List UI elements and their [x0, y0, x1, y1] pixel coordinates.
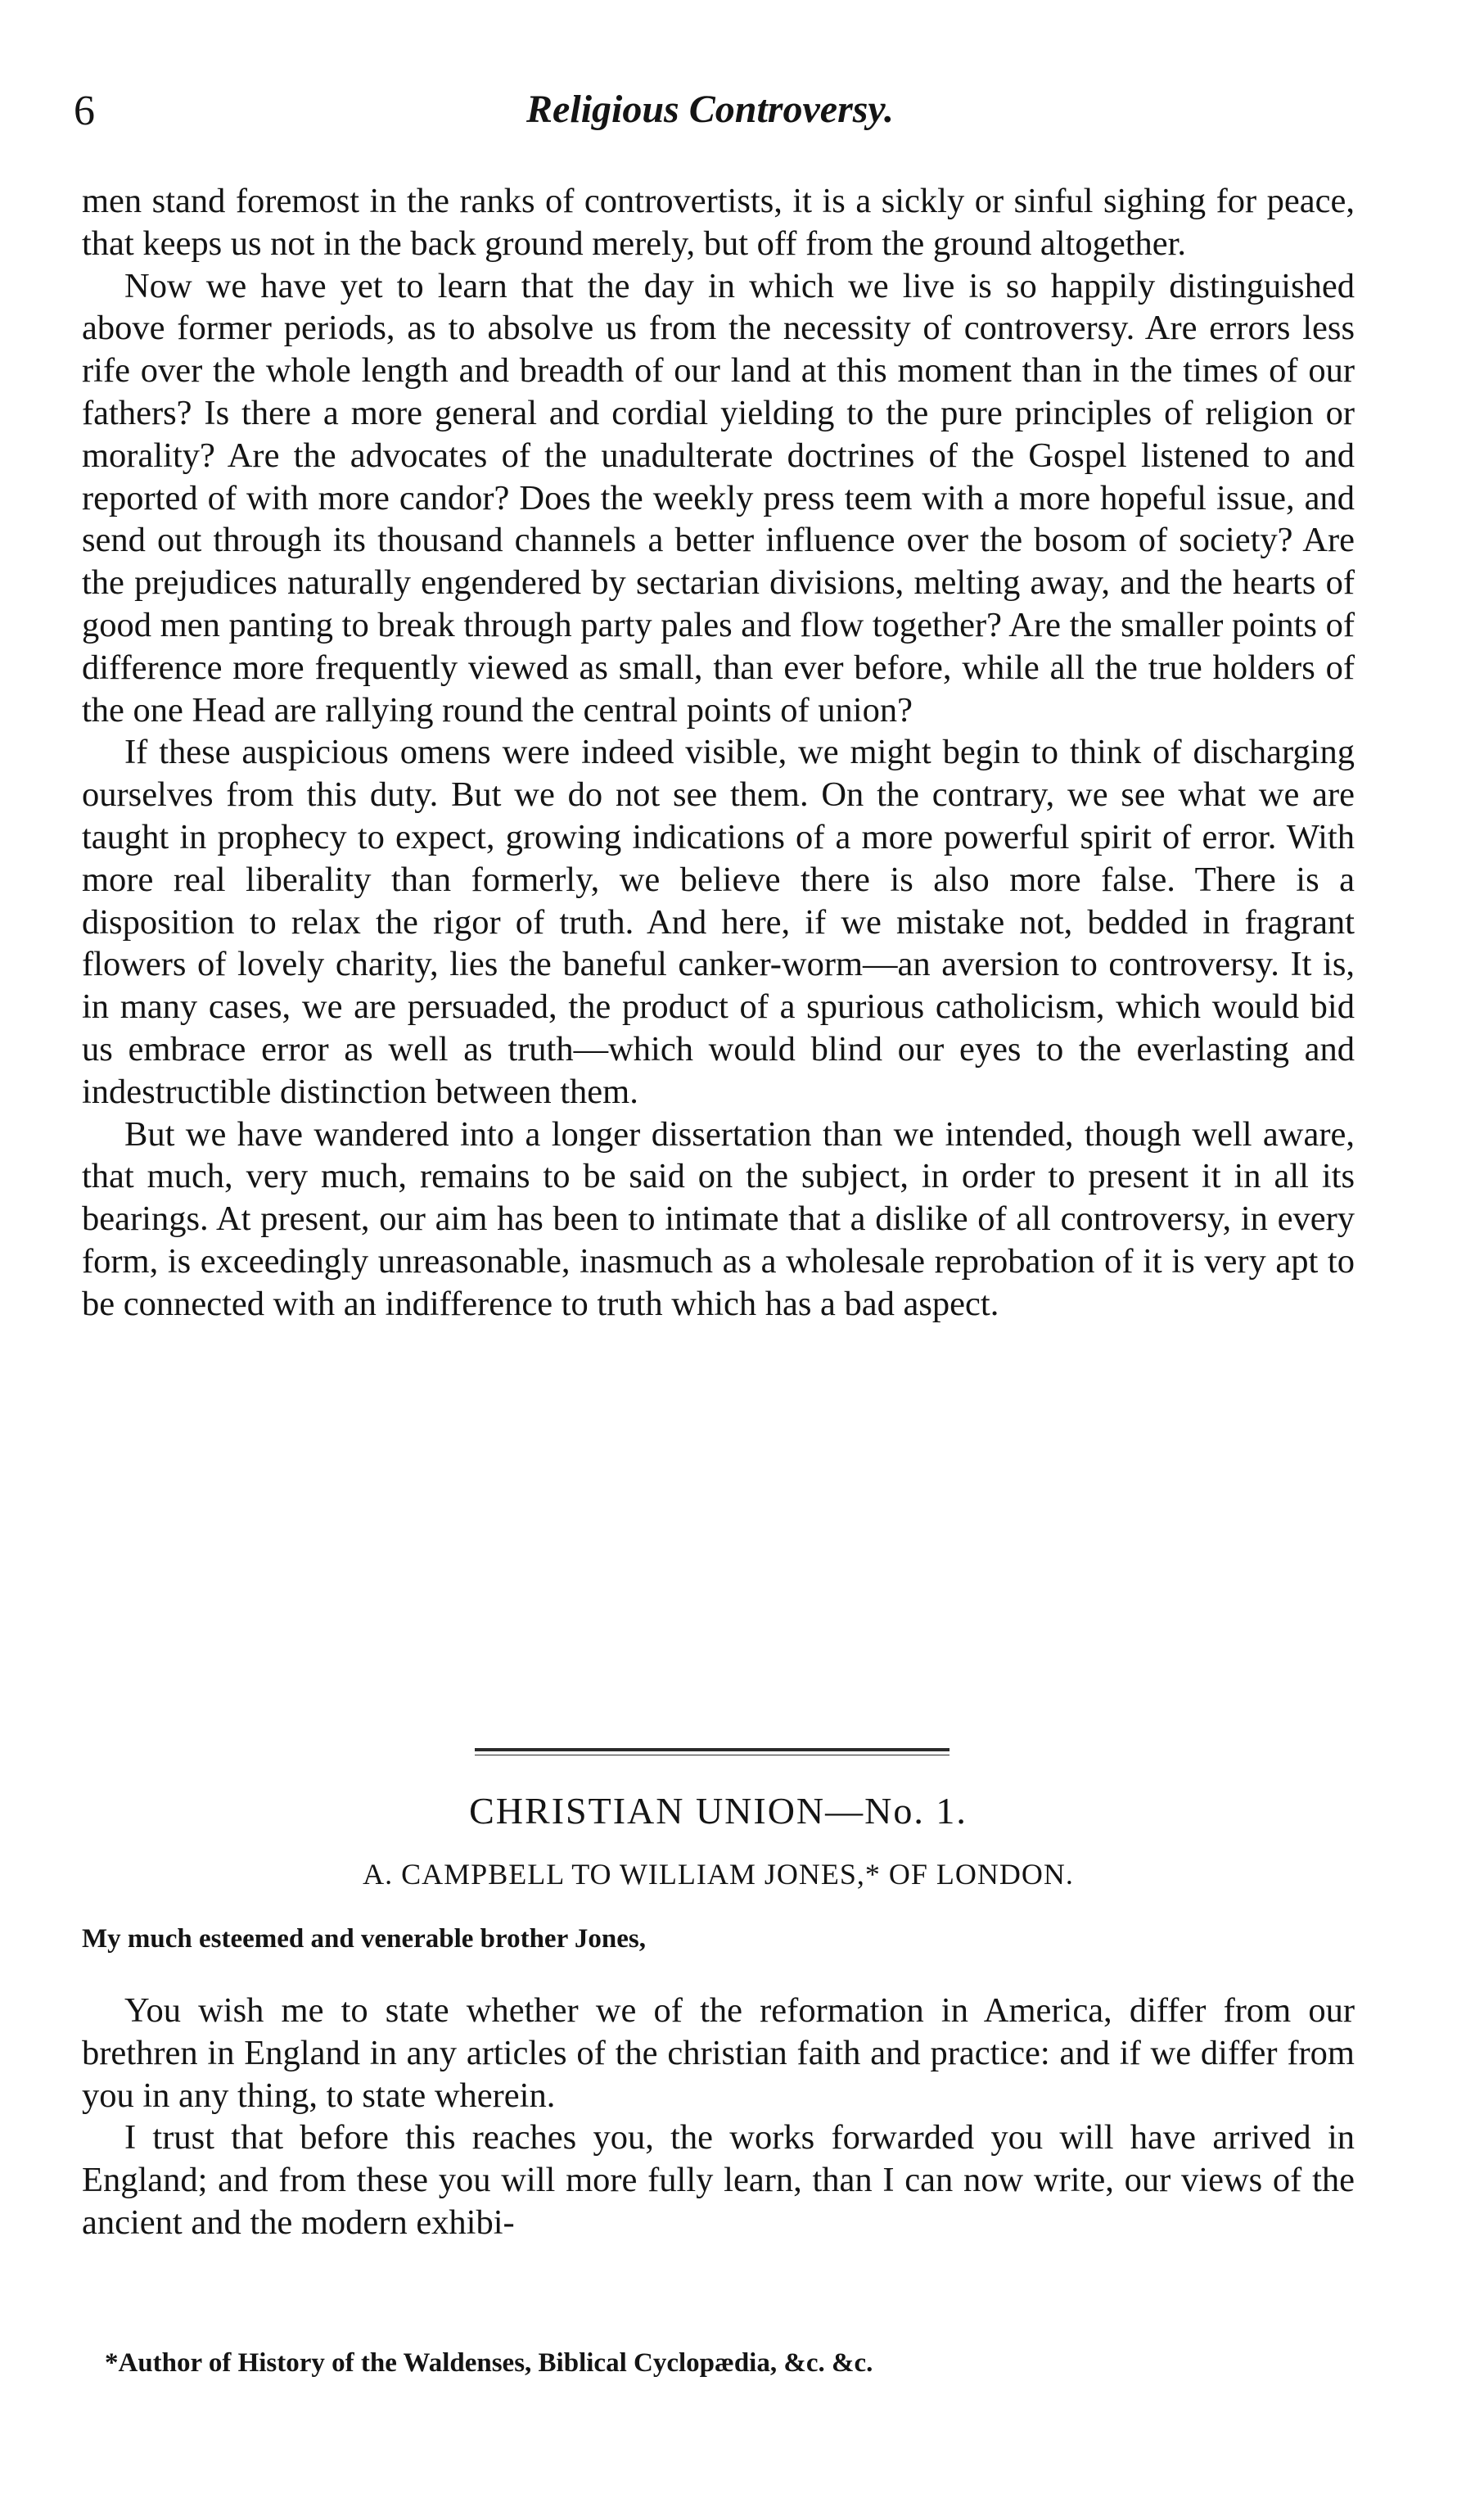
- letter-body: [82, 1990, 1355, 2244]
- paragraph: men stand foremost in the ranks of controvertists, it is a sickly or sinful sighing for peace, that keeps us not in the back ground merely, but off from the ground altogether.: [82, 182, 1355, 263]
- page-number: 6: [74, 88, 95, 134]
- paragraph: You wish me to state whether we of the reformation in America, differ from our brethren in England in any articles of the christian faith and practice: and if we differ from you in any thing, to state wherein.: [82, 1991, 1355, 2115]
- footnote: *Author of History of the Waldenses, Biblical Cyclopædia, &c. &c.: [105, 2348, 873, 2378]
- paragraph: I trust that before this reaches you, the works forwarded you will have arrived in England; and from these you will more fully learn, than I can now write, our views of the ancient and the modern exhibi-: [82, 2118, 1355, 2242]
- section-subtitle: A. CAMPBELL TO WILLIAM JONES,* OF LONDON.: [363, 1858, 1074, 1891]
- running-title: Religious Controversy.: [526, 88, 894, 131]
- letter-salutation: My much esteemed and venerable brother Jones,: [82, 1924, 646, 1954]
- section-divider: [475, 1748, 949, 1751]
- paragraph: But we have wandered into a longer dissertation than we intended, though well aware, that much, very much, remains to be said on the subject, in order to present it in all its bearings. At present, our aim has been to intimate that a dislike of all controversy, in every form, is exceedingly unreasonable, inasmuch as a wholesale reprobation of it is very apt to be connected with an indifference to truth which has a bad aspect.: [82, 1114, 1355, 1323]
- section-title: CHRISTIAN UNION—No. 1.: [469, 1790, 968, 1832]
- article-body: [82, 180, 1355, 1326]
- paragraph: If these auspicious omens were indeed visible, we might begin to think of discharging ourselves from this duty. But we do not see them. On the contrary, we see what we are taught in prophecy to expect, growing indications of a more powerful spirit of error. With more real liberality than formerly, we believe there is also more false. There is a disposition to relax the rigor of truth. And here, if we mistake not, bedded in fragrant flowers of lovely charity, lies the baneful canker-worm—an aversion to controversy. It is, in many cases, we are persuaded, the product of a spurious catholicism, which would bid us embrace error as well as truth—which would blind our eyes to the everlasting and indestructible distinction between them.: [82, 733, 1355, 1111]
- paragraph: Now we have yet to learn that the day in which we live is so happily distinguished above former periods, as to absolve us from the necessity of controversy. Are errors less rife over the whole length and breadth of our land at this moment than in the times of our fathers? Is there a more general and cordial yielding to the pure principles of religion or morality? Are the advocates of the unadulterate doctrines of the Gospel listened to and reported of with more candor? Does the weekly press teem with a more hopeful issue, and send out through its thousand channels a better influence over the bosom of society? Are the prejudices naturally engendered by sectarian divisions, melting away, and the hearts of good men panting to break through party pales and flow together? Are the smaller points of difference more frequently viewed as small, than ever before, while all the true holders of the one Head are rallying round the central points of union?: [82, 266, 1355, 730]
- page-header: [74, 87, 1346, 144]
